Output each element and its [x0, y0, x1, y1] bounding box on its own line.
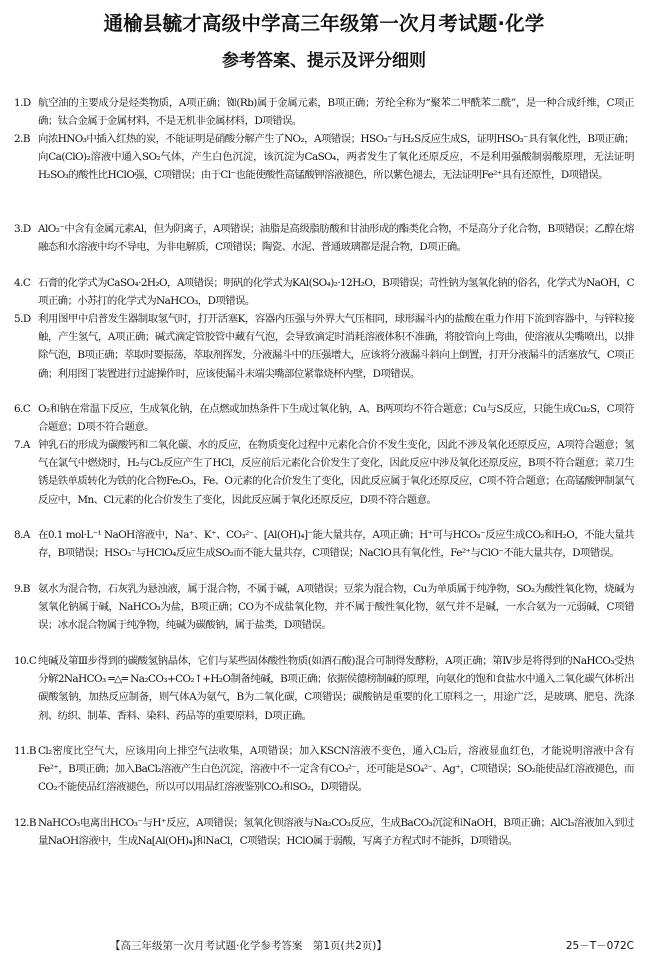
answer-number: 12.B — [14, 817, 36, 829]
answer-item — [14, 220, 634, 274]
answer-number: 1.D — [14, 97, 31, 109]
answer-text: 航空油的主要成分是烃类物质，A项正确；铷(Rb)属于金属元素，B项正确；芳纶全称为“聚苯二甲酰苯二酰”，是一种合成纤维，C项正确；钛合金属于金属材料，不是无机非金属材料，D项错误。 — [38, 97, 634, 128]
footer-code: 25－T－072C — [565, 940, 634, 952]
answer-text: 纯碱及第Ⅲ步得到的碳酸氢钠晶体，它们与某些固体酸性物质(如酒石酸)混合可制得发酵粉，A项正确；第Ⅳ步是将得到的NaHCO₃受热分解2NaHCO₃ ═△═ Na₂CO₃+CO₂↑+H₂O制备纯碱，B项正确；依据侯德榜制碱的原理，向氨化的饱和食盐水中通入二氧化碳气体析出碳酸氢钠，加热反应制备，则气体A为氨气，B为二氧化碳，C项错误；碳酸钠是重要的化工原料之一，用途广泛，是玻璃、肥皂、洗涤剂、纺织、制革、香料、染料、药品等的重要原料，D项正确。 — [38, 655, 634, 722]
answer-number: 3.D — [14, 223, 31, 235]
answer-number: 5.D — [14, 313, 31, 325]
answer-number: 9.B — [14, 583, 30, 595]
answer-number: 7.A — [14, 439, 30, 451]
answer-number: 11.B — [14, 745, 36, 757]
answer-item — [14, 130, 634, 220]
page-footer — [0, 938, 634, 956]
answer-number: 8.A — [14, 529, 30, 541]
answer-item — [14, 436, 634, 526]
answer-number: 10.C — [14, 655, 37, 667]
answer-text: 向浓HNO₃中插入红热的炭，不能证明是硝酸分解产生了NO₂，A项错误；HSO₃⁻与H₂S反应生成S，证明HSO₃⁻具有氧化性，B项正确；向Ca(ClO)₂溶液中通入SO₂气体，产生白色沉淀，该沉淀为CaSO₄，两者发生了氧化还原反应，不是利用强酸制弱酸原理，无法证明H₂SO₃的酸性比HClO强，C项错误；由于Cl⁻也能使酸性高锰酸钾溶液褪色，所以紫色褪去，无法证明Fe²⁺具有还原性，D项错误。 — [38, 133, 634, 182]
footer-page-info: 【高三年级第一次月考试题·化学参考答案 第1页(共2页)】 — [110, 940, 387, 952]
answer-text: 在0.1 mol·L⁻¹ NaOH溶液中，Na⁺、K⁺、CO₃²⁻、[Al(OH)₄]⁻能大量共存，A项正确；H⁺可与HCO₃⁻反应生成CO₂和H₂O，不能大量共存，B项错误；HSO₃⁻与HClO₄反应生成SO₂而不能大量共存，C项错误；NaClO具有氧化性，Fe²⁺与ClO⁻不能大量共存，D项错误。 — [38, 529, 634, 560]
answer-item — [14, 814, 634, 868]
answer-list — [14, 94, 634, 868]
answer-number: 4.C — [14, 277, 31, 289]
answer-number: 6.C — [14, 403, 31, 415]
answer-item — [14, 526, 634, 580]
page-subtitle: 参考答案、提示及评分细则 — [222, 51, 426, 71]
answer-item — [14, 742, 634, 814]
answer-text: 石膏的化学式为CaSO₄·2H₂O，A项错误；明矾的化学式为KAl(SO₄)₂·12H₂O，B项错误；苛性钠为氢氧化钠的俗名，化学式为NaOH，C项正确；小苏打的化学式为NaHCO₃，D项错误。 — [38, 277, 634, 308]
answer-text: Cl₂密度比空气大，应该用向上排空气法收集，A项错误；加入KSCN溶液不变色，通入Cl₂后，溶液显血红色，才能说明溶液中含有Fe²⁺，B项正确；加入BaCl₂溶液产生白色沉淀，溶液中不一定含有CO₃²⁻，还可能是SO₄²⁻、Ag⁺，C项错误；SO₂能使品红溶液褪色，而CO₂不能使品红溶液褪色，所以可以用品红溶液鉴别CO₂和SO₂，D项错误。 — [38, 745, 634, 794]
answer-item — [14, 400, 634, 436]
answer-item — [14, 652, 634, 742]
page-title: 通榆县毓才高级中学高三年级第一次月考试题·化学 — [103, 12, 545, 35]
answer-item — [14, 310, 634, 400]
answer-text: AlO₂⁻中含有金属元素Al，但为阴离子，A项错误；油脂是高级脂肪酸和甘油形成的酯类化合物，不是高分子化合物，B项错误；乙醇在熔融态和水溶液中均不导电，为非电解质，C项错误；陶瓷、水泥、普通玻璃都是混合物，D项正确。 — [38, 223, 634, 254]
answer-number: 2.B — [14, 133, 30, 145]
answer-text: 氨水为混合物，石灰乳为悬浊液，属于混合物，不属于碱，A项错误；豆浆为混合物，Cu为单质属于纯净物，SO₂为酸性氧化物，烧碱为氢氧化钠属于碱，NaHCO₃为盐，B项正确；CO为不成盐氧化物，并不属于酸性氧化物，氨气并不是碱，一水合氨为一元弱碱，C项错误；冰水混合物属于纯净物，纯碱为碳酸钠，属于盐类，D项错误。 — [38, 583, 634, 632]
answer-item — [14, 274, 634, 310]
answer-text: NaHCO₃电离出HCO₃⁻与H⁺反应，A项错误；氢氧化钡溶液与Na₂CO₃反应，生成BaCO₃沉淀和NaOH，B项正确；AlCl₃溶液加入到过量NaOH溶液中，生成Na[Al(OH)₄]和NaCl，C项错误；HClO属于弱酸，写离子方程式时不能拆，D项错误。 — [38, 817, 634, 848]
answer-item — [14, 94, 634, 130]
answer-text: 利用图甲中启普发生器制取氢气时，打开活塞K，容器内压强与外界大气压相同，球形漏斗内的盐酸在重力作用下流到容器中，与锌粒接触，产生氢气，A项正确；碱式滴定管胶管中藏有气泡，会导致滴定时消耗溶液体积不准确，将胶管向上弯曲，使溶液从尖嘴喷出，以排除气泡，B项正确；萃取时要振荡，萃取剂挥发，分液漏斗中的压强增大，应该将分液漏斗斜向上倒置，打开分液漏斗的活塞放气，C项正确；利用图丁装置进行过滤操作时，应该使漏斗末端尖嘴部位紧靠烧杯内壁，D项错误。 — [38, 313, 634, 380]
answer-text: 钟乳石的形成为碳酸钙和二氧化碳、水的反应，在物质变化过程中元素化合价不发生变化，因此不涉及氧化还原反应，A项符合题意；氢气在氯气中燃烧时，H₂与Cl₂反应产生了HCl，反应前后元素化合价发生了变化，因此反应中涉及氧化还原反应，B项不符合题意；菜刀生锈是铁单质转化为铁的化合物Fe₂O₃，Fe、O元素的化合价发生了变化，因此反应属于氧化还原反应，C项不符合题意；在高锰酸钾制氯气反应中，Mn、Cl元素的化合价发生了变化，因此反应属于氧化还原反应，D项不符合题意。 — [38, 439, 634, 506]
answer-text: O₂和钠在常温下反应，生成氧化钠，在点燃或加热条件下生成过氧化钠，A、B两项均不符合题意；Cu与S反应，只能生成Cu₂S，C项符合题意；D项不符合题意。 — [38, 403, 634, 434]
answer-item — [14, 580, 634, 652]
